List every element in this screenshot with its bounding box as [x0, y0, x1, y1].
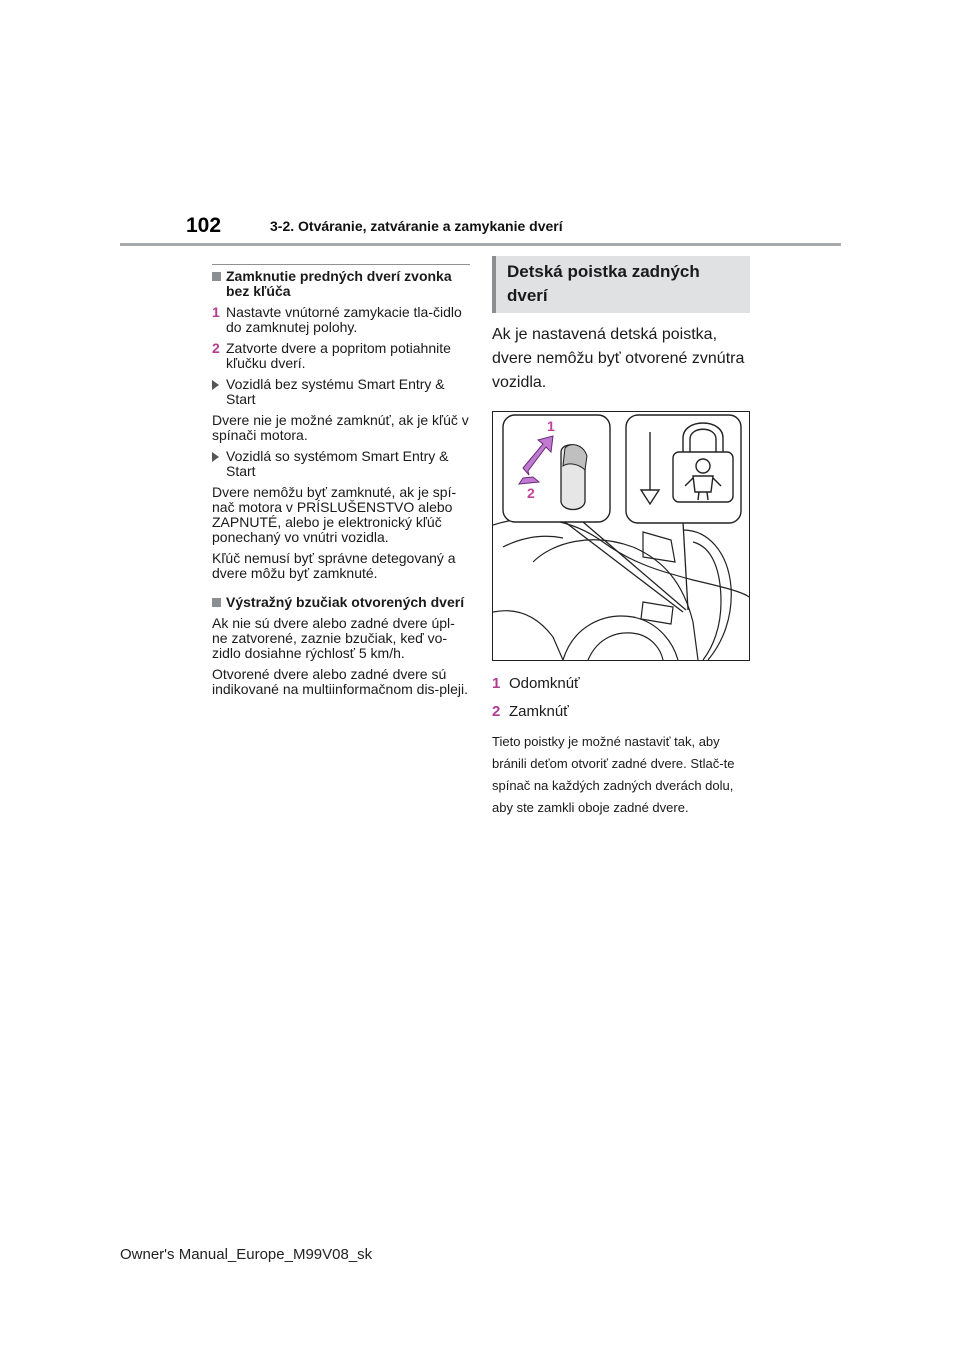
subsection-heading-text: Zamknutie predných dverí zvonka bez kľúča — [226, 268, 452, 299]
legend-text: Zamknúť — [509, 703, 569, 720]
paragraph: Otvorené dvere alebo zadné dvere sú indikované na multiinformačnom dis-pleji. — [212, 666, 469, 697]
step-text: Nastavte vnútorné zamykacie tla-čidlo do zamknutej polohy. — [226, 304, 462, 335]
page-number: 102 — [186, 214, 222, 237]
paragraph: Kľúč nemusí byť správne detegovaný a dvere môžu byť zamknuté. — [212, 550, 456, 581]
paragraph: Dvere nemôžu byť zamknuté, ak je spí-nač motora v PRÍSLUŠENSTVO alebo ZAPNUTÉ, alebo je elektronický kľúč ponechaný vo vnútri vozidla. — [212, 484, 457, 545]
footer-text: Owner's Manual_Europe_M99V08_sk — [120, 1246, 373, 1263]
variant-text: Vozidlá bez systému Smart Entry & Start — [226, 376, 445, 407]
step-number: 2 — [212, 340, 220, 356]
paragraph: Ak nie sú dvere alebo zadné dvere úpl-ne zatvorené, zaznie bzučiak, keď vo-zidlo dosiahne rýchlosť 5 km/h. — [212, 615, 455, 661]
right-column — [492, 256, 750, 819]
figure-label: 1 — [547, 418, 555, 434]
step-text: Zatvorte dvere a popritom potiahnite kľučku dverí. — [226, 340, 451, 371]
triangle-bullet-icon — [212, 380, 219, 390]
square-bullet-icon — [212, 272, 221, 281]
legend-number: 1 — [492, 675, 501, 692]
step-item — [212, 305, 470, 335]
legend-text: Odomknúť — [509, 675, 580, 692]
legend-item — [492, 675, 750, 693]
subsection-heading — [212, 595, 470, 610]
child-lock-illustration — [492, 411, 750, 661]
subsection-heading — [212, 269, 470, 299]
intro-paragraph: Ak je nastavená detská poistka, dvere nemôžu byť otvorené zvnútra vozidla. — [492, 326, 745, 391]
subsection-rule — [212, 264, 470, 265]
square-bullet-icon — [212, 598, 221, 607]
section-heading: Detská poistka zadných dverí — [492, 256, 750, 313]
legend-number: 2 — [492, 703, 501, 720]
section-title: 3-2. Otváranie, zatváranie a zamykanie dverí — [270, 218, 563, 234]
header-rule — [120, 243, 841, 246]
left-column — [212, 264, 470, 703]
subsection-heading-text: Výstražný bzučiak otvorených dverí — [226, 594, 465, 610]
figure-label: 2 — [527, 485, 535, 501]
variant-text: Vozidlá so systémom Smart Entry & Start — [226, 448, 449, 479]
paragraph: Dvere nie je možné zamknúť, ak je kľúč v spínači motora. — [212, 412, 469, 443]
illustration-drawing — [493, 412, 749, 660]
step-number: 1 — [212, 304, 220, 320]
note-paragraph: Tieto poistky je možné nastaviť tak, aby bránili deťom otvoriť zadné dvere. Stlač-te spínač na každých zadných dverách dolu, aby ste zamkli oboje zadné dvere. — [492, 734, 735, 815]
triangle-bullet-icon — [212, 452, 219, 462]
variant-item — [212, 377, 470, 407]
legend-item — [492, 703, 750, 721]
step-item — [212, 341, 470, 371]
variant-item — [212, 449, 470, 479]
